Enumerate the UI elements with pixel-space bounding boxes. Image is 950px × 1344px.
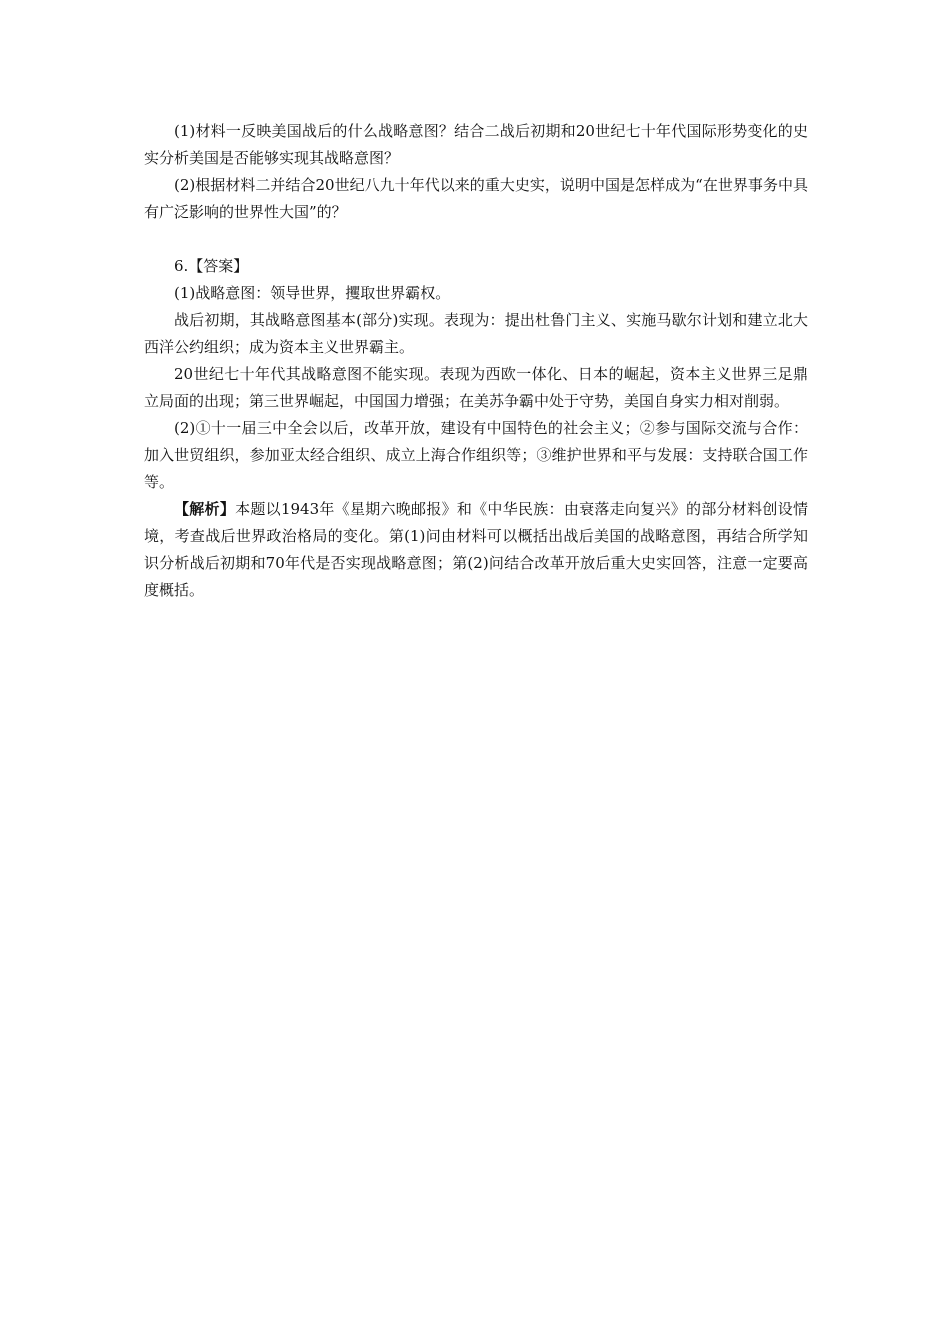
answer-part-1-seventies: 20世纪七十年代其战略意图不能实现。表现为西欧一体化、日本的崛起，资本主义世界三足鼎立局面的出现；第三世界崛起，中国国力增强；在美苏争霸中处于守势，美国自身实力相对削弱。 [144, 365, 808, 410]
answer-heading: 6.【答案】 [174, 257, 249, 275]
analysis-paragraph [144, 496, 808, 604]
answer-part-1-postwar: 战后初期，其战略意图基本(部分)实现。表现为：提出杜鲁门主义、实施马歇尔计划和建立北大西洋公约组织；成为资本主义世界霸主。 [144, 311, 808, 356]
analysis-label: 【解析】 [174, 500, 236, 518]
answer-part-1-intent: (1)战略意图：领导世界，攫取世界霸权。 [174, 284, 451, 302]
answer-part-2: (2)①十一届三中全会以后，改革开放，建设有中国特色的社会主义；②参与国际交流与合作：加入世贸组织，参加亚太经合组织、成立上海合作组织等；③维护世界和平与发展：支持联合国工作等。 [144, 419, 808, 491]
document-page [144, 118, 808, 604]
analysis-text: 本题以1943年《星期六晚邮报》和《中华民族：由衰落走向复兴》的部分材料创设情境，考查战后世界政治格局的变化。第(1)问由材料可以概括出战后美国的战略意图，再结合所学知识分析战后初期和70年代是否实现战略意图；第(2)问结合改革开放后重大史实回答，注意一定要高度概括。 [144, 500, 808, 599]
paragraph-gap [144, 226, 808, 253]
question-2: (2)根据材料二并结合20世纪八九十年代以来的重大史实，说明中国是怎样成为“在世界事务中具有广泛影响的世界性大国”的？ [144, 176, 808, 221]
question-1: (1)材料一反映美国战后的什么战略意图？结合二战后初期和20世纪七十年代国际形势变化的史实分析美国是否能够实现其战略意图？ [144, 122, 808, 167]
